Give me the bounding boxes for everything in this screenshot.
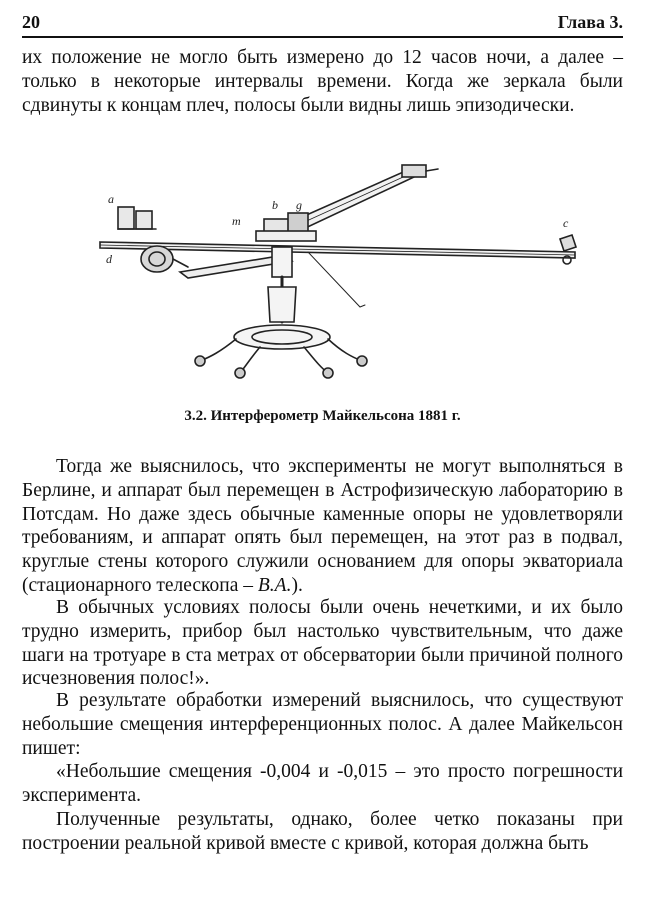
- author-initials: В.А.: [257, 574, 292, 596]
- label-b: b: [272, 198, 278, 212]
- label-g: g: [296, 198, 302, 212]
- quote-paragraph: «Небольшие смещения -0,004 и -0,015 – это просто погрешности эксперимента.: [22, 761, 623, 806]
- chapter-title: Глава 3.: [557, 12, 623, 32]
- interferometer-figure: [60, 147, 585, 387]
- label-c: c: [563, 216, 569, 230]
- paragraph-continued: их положение не могло быть измерено до 12 часов ночи, а далее – только в некоторые интервалы времени. Когда же зеркала были сдвинуты к концам плеч, полосы были видны лишь эпизодически.: [22, 47, 623, 116]
- paragraph: Полученные результаты, однако, более четко показаны при построении реальной кривой вместе с кривой, которая должна быть: [22, 809, 623, 854]
- header-rule: [22, 36, 623, 38]
- page-number: 20: [22, 12, 40, 32]
- paragraph: В результате обработки измерений выяснилось, что существуют небольшие смещения интерференционных полос. А далее Майкельсон пишет:: [22, 690, 623, 759]
- figure-caption: 3.2. Интерферометр Майкельсона 1881 г.: [184, 408, 461, 424]
- paragraph-text: Тогда же выяснилось, что эксперименты не могут выполняться в Берлине, и аппарат был перемещен в Астрофизическую лабораторию в Потсдам. Но даже здесь обычные каменные опоры не удовлетворяли требованиям, и аппарат опять был перемещен, на этот раз в подвал, круглые стены которого служили основанием для опоры экваториала (стационарного телескопа –: [22, 456, 623, 596]
- paragraph: [22, 455, 623, 598]
- label-a: a: [108, 192, 114, 206]
- label-m: m: [232, 214, 241, 228]
- label-d: d: [106, 252, 112, 266]
- interferometer-drawing: [60, 147, 585, 387]
- paragraph: В обычных условиях полосы были очень нечеткими, и их было трудно измерить, прибор был настолько чувствительным, что даже шаги на тротуаре в ста метрах от обсерватории были причиной полного исчезновения полос!».: [22, 597, 623, 690]
- paragraph-text-end: ).: [291, 574, 303, 596]
